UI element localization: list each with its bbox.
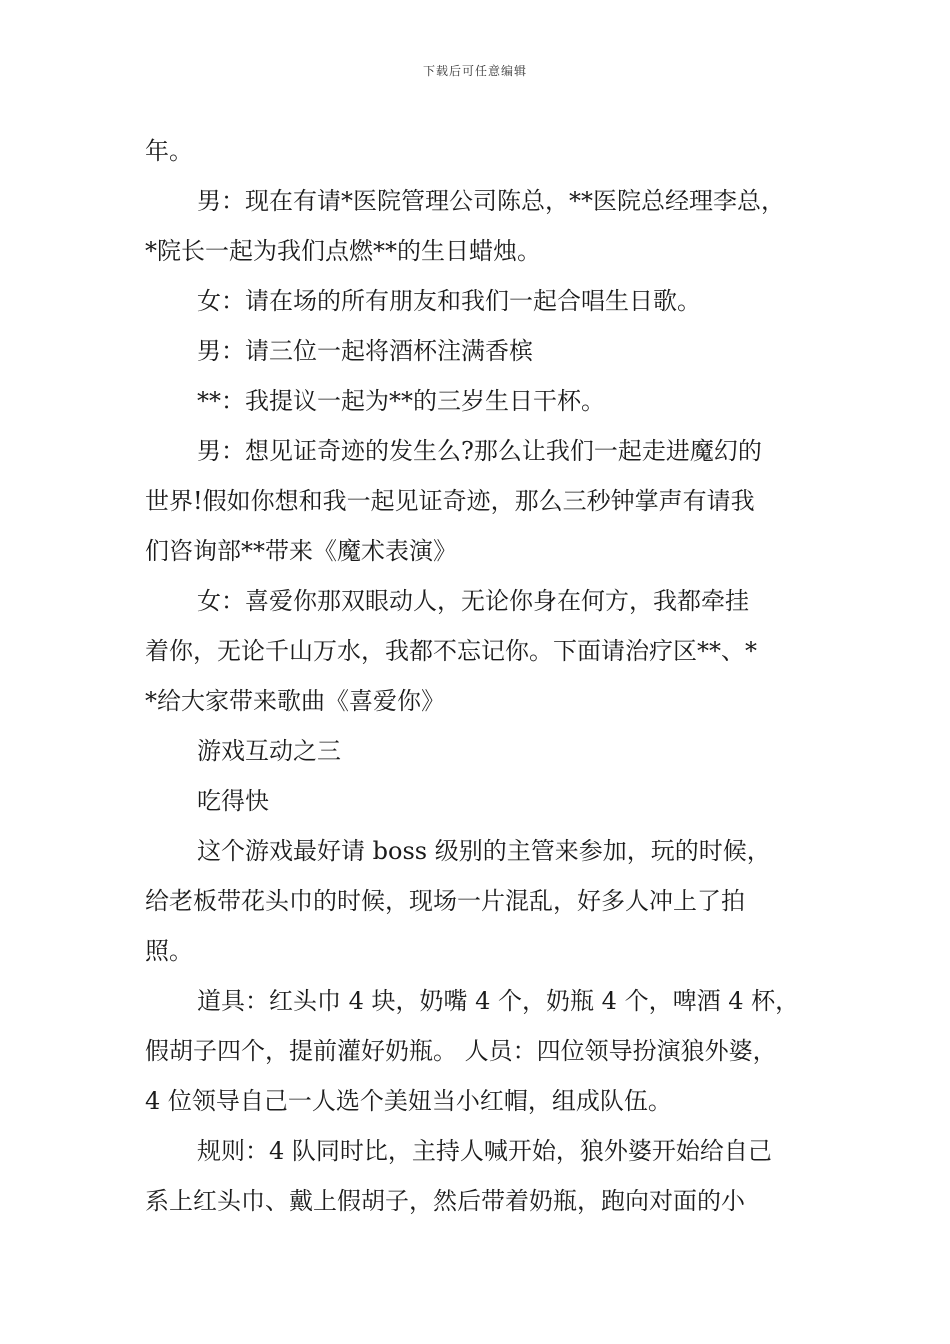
text-line: 女：喜爱你那双眼动人，无论你身在何方，我都牵挂 bbox=[197, 587, 749, 615]
text-line: **：我提议一起为**的三岁生日干杯。 bbox=[197, 387, 605, 415]
text-line: 照。 bbox=[145, 937, 193, 965]
text-line: 道具：红头巾 4 块，奶嘴 4 个，奶瓶 4 个，啤酒 4 杯， bbox=[197, 987, 800, 1015]
text-line: 这个游戏最好请 boss 级别的主管来参加，玩的时候， bbox=[197, 837, 771, 865]
text-line: 假胡子四个，提前灌好奶瓶。 人员：四位领导扮演狼外婆， bbox=[145, 1037, 777, 1065]
text-line: *给大家带来歌曲《喜爱你》 bbox=[145, 687, 445, 715]
text-line: 年。 bbox=[145, 137, 193, 165]
document-body bbox=[145, 126, 825, 1226]
text-line: 世界!假如你想和我一起见证奇迹，那么三秒钟掌声有请我 bbox=[145, 487, 755, 515]
text-line: 们咨询部**带来《魔术表演》 bbox=[145, 537, 457, 565]
text-line: 4 位领导自己一人选个美妞当小红帽，组成队伍。 bbox=[145, 1087, 672, 1115]
text-line: 男：想见证奇迹的发生么?那么让我们一起走进魔幻的 bbox=[197, 437, 762, 465]
text-line: *院长一起为我们点燃**的生日蜡烛。 bbox=[145, 237, 541, 265]
text-line: 女：请在场的所有朋友和我们一起合唱生日歌。 bbox=[197, 287, 701, 315]
game-title: 吃得快 bbox=[197, 787, 269, 815]
section-heading: 游戏互动之三 bbox=[197, 737, 341, 765]
text-line: 着你，无论千山万水，我都不忘记你。下面请治疗区**、* bbox=[145, 637, 757, 665]
page-header: 下载后可任意编辑 bbox=[422, 64, 527, 78]
text-line: 给老板带花头巾的时候，现场一片混乱，好多人冲上了拍 bbox=[145, 887, 745, 915]
text-line: 规则：4 队同时比，主持人喊开始，狼外婆开始给自己 bbox=[197, 1137, 772, 1165]
text-line: 男：现在有请*医院管理公司陈总，**医院总经理李总， bbox=[197, 187, 785, 215]
text-line: 男：请三位一起将酒杯注满香槟 bbox=[197, 337, 533, 365]
text-line: 系上红头巾、戴上假胡子，然后带着奶瓶，跑向对面的小 bbox=[145, 1187, 745, 1215]
